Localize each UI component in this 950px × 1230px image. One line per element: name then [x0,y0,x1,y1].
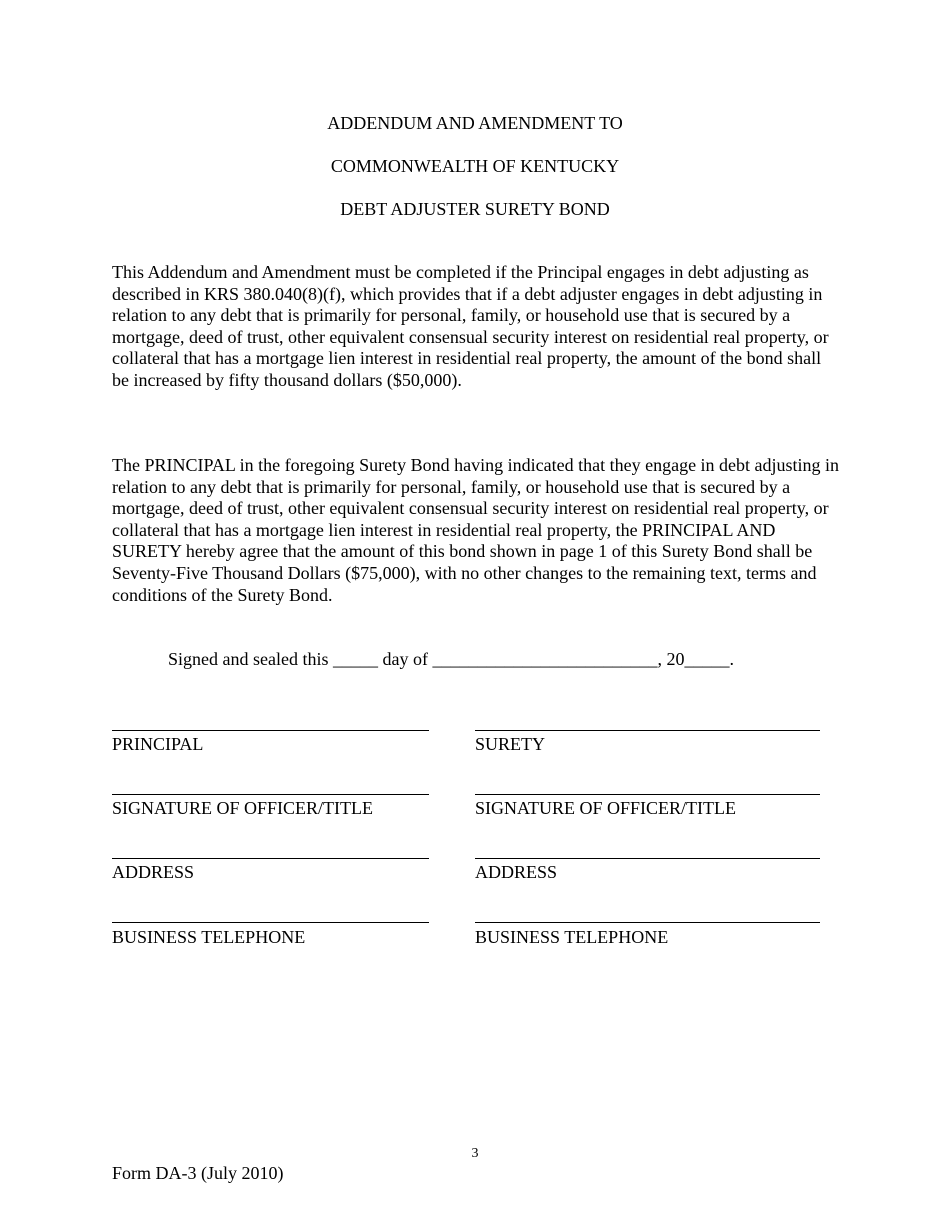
surety-phone-line[interactable] [475,922,820,923]
principal-address-line[interactable] [112,858,429,859]
principal-phone-line[interactable] [112,922,429,923]
intro-paragraph: This Addendum and Amendment must be completed if the Principal engages in debt adjusting as described in KRS 380.040(8)(f), which provides that if a debt adjuster engages in debt adjusting in relation to any debt that is primarily for personal, family, or household use that is secured by a mortgage, deed of trust, other equivalent consensual security interest on residential real property, or collateral that has a mortgage lien interest in residential real property, the amount of the bond shall be increased by fifty thousand dollars ($50,000). [112,262,829,390]
principal-phone-label: BUSINESS TELEPHONE [112,927,306,947]
title-line-2: COMMONWEALTH OF KENTUCKY [330,156,620,176]
surety-signature-line[interactable] [475,794,820,795]
title-line-3: DEBT ADJUSTER SURETY BOND [340,199,610,219]
surety-phone-label: BUSINESS TELEPHONE [475,927,669,947]
title-line-1: ADDENDUM AND AMENDMENT TO [327,113,623,133]
surety-signature-label: SIGNATURE OF OFFICER/TITLE [475,798,737,818]
agreement-paragraph: The PRINCIPAL in the foregoing Surety Bond having indicated that they engage in debt adjusting in relation to any debt that is primarily for personal, family, or household use that is secured by a mortgage, deed of trust, other equivalent consensual security interest on residential real property, or collateral that has a mortgage lien interest in residential real property, the PRINCIPAL AND SURETY hereby agree that the amount of this bond shown in page 1 of this Surety Bond shall be Seventy-Five Thousand Dollars ($75,000), with no other changes to the remaining text, terms and conditions of the Surety Bond. [112,455,840,605]
form-identifier: Form DA-3 (July 2010) [112,1163,284,1183]
principal-label: PRINCIPAL [112,734,204,754]
surety-label: SURETY [475,734,546,754]
principal-name-line[interactable] [112,730,429,731]
principal-signature-label: SIGNATURE OF OFFICER/TITLE [112,798,374,818]
surety-address-label: ADDRESS [475,862,558,882]
signed-sealed-line: Signed and sealed this _____ day of _________________________, 20_____. [168,649,734,669]
surety-name-line[interactable] [475,730,820,731]
principal-address-label: ADDRESS [112,862,195,882]
page-number: 3 [471,1146,479,1161]
surety-address-line[interactable] [475,858,820,859]
principal-signature-line[interactable] [112,794,429,795]
